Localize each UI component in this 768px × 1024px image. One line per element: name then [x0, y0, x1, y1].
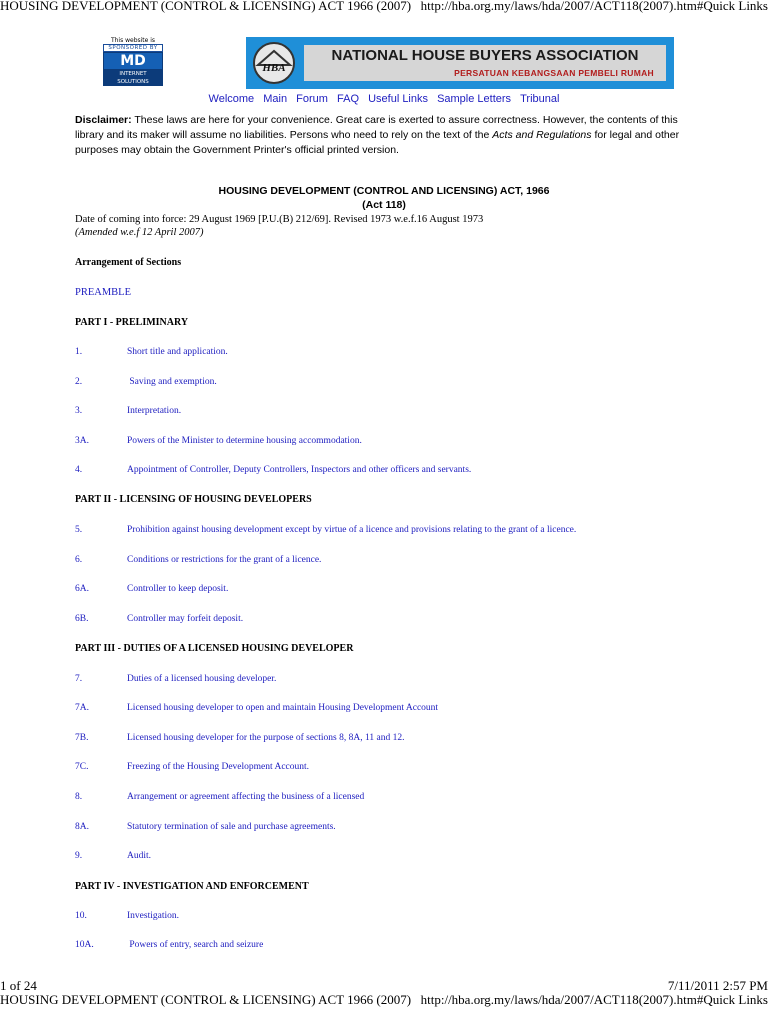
section-title: Freezing of the Housing Development Account.	[127, 762, 310, 772]
print-header-url: http://hba.org.my/laws/hda/2007/ACT118(2007).htm#Quick Links	[420, 992, 768, 1007]
sponsor-badge[interactable]	[103, 37, 163, 85]
section-title: Short title and application.	[127, 347, 228, 357]
disclaimer-label: Disclaimer:	[75, 114, 132, 126]
section-link[interactable]	[75, 792, 364, 802]
section-title: Saving and exemption.	[127, 377, 217, 387]
nav-link-sample-letters[interactable]: Sample Letters	[437, 93, 512, 105]
section-link[interactable]	[75, 822, 336, 832]
md-logo: MD	[103, 52, 163, 70]
nav-link-faq[interactable]: FAQ	[337, 93, 360, 105]
section-title: Powers of the Minister to determine housing accommodation.	[127, 436, 362, 446]
nav-link-useful-links[interactable]: Useful Links	[368, 93, 428, 105]
section-link[interactable]	[75, 940, 263, 950]
part-heading: PART I - PRELIMINARY	[75, 317, 189, 328]
section-number: 3.	[75, 406, 83, 416]
print-header-title: HOUSING DEVELOPMENT (CONTROL & LICENSING) ACT 1966 (2007)	[0, 0, 412, 13]
section-number: 8A.	[75, 822, 89, 832]
nav-link-main[interactable]: Main	[263, 93, 288, 105]
act-amended: (Amended w.e.f 12 April 2007)	[75, 227, 204, 238]
disclaimer-text-2: for legal and other purposes may obtain the Government Printer's official printed version.	[75, 129, 680, 156]
section-title: Controller to keep deposit.	[127, 584, 229, 594]
print-header-url: http://hba.org.my/laws/hda/2007/ACT118(2007).htm#Quick Links	[420, 0, 768, 13]
nav-link-tribunal[interactable]: Tribunal	[520, 93, 560, 105]
section-link[interactable]	[75, 436, 362, 446]
banner-panel	[304, 45, 666, 81]
hba-logo-text: HBA	[262, 62, 286, 74]
section-title: Conditions or restrictions for the grant of a licence.	[127, 555, 322, 565]
section-title: Arrangement or agreement affecting the business of a licensed	[127, 792, 365, 802]
hba-banner[interactable]	[246, 37, 674, 89]
part-heading: PART II - LICENSING OF HOUSING DEVELOPERS	[75, 494, 312, 505]
part-heading: PART IV - INVESTIGATION AND ENFORCEMENT	[75, 881, 309, 892]
section-link[interactable]	[75, 406, 181, 416]
section-link[interactable]	[75, 377, 217, 387]
act-title-block	[0, 184, 768, 212]
part-heading: PART III - DUTIES OF A LICENSED HOUSING DEVELOPER	[75, 643, 354, 654]
banner-subtitle: PERSATUAN KEBANGSAAN PEMBELI RUMAH	[454, 68, 654, 78]
act-number: (Act 118)	[362, 199, 406, 211]
section-number: 10.	[75, 911, 87, 921]
section-number: 9.	[75, 851, 83, 861]
banner-title: NATIONAL HOUSE BUYERS ASSOCIATION	[331, 47, 639, 64]
section-link[interactable]	[75, 555, 321, 565]
section-link[interactable]	[75, 762, 309, 772]
sponsor-sponsored-by: SPONSORED BY	[103, 44, 163, 52]
disclaimer-text-1: These laws are here for your convenience. Great care is exerted to assure correctness. However, the contents of this library and its maker will assume no liabilities. Persons who need to rely on the text of the	[75, 114, 678, 141]
hba-logo-icon	[250, 41, 298, 85]
section-number: 8.	[75, 792, 83, 802]
section-link[interactable]	[75, 525, 576, 535]
sponsor-caption: This website is	[110, 37, 156, 44]
section-number: 7C.	[75, 762, 89, 772]
section-link[interactable]	[75, 674, 276, 684]
main-nav	[0, 93, 768, 105]
section-title: Audit.	[127, 851, 152, 861]
act-date-line: Date of coming into force: 29 August 1969 [P.U.(B) 212/69]. Revised 1973 w.e.f.16 August 1973	[75, 214, 484, 225]
sponsor-company: INTERNET SOLUTIONS	[103, 70, 163, 86]
section-number: 3A.	[75, 436, 89, 446]
section-number: 1.	[75, 347, 83, 357]
section-number: 6A.	[75, 584, 89, 594]
section-number: 10A.	[75, 940, 94, 950]
section-link[interactable]	[75, 584, 228, 594]
section-link[interactable]	[75, 851, 151, 861]
section-number: 7A.	[75, 703, 89, 713]
section-title: Appointment of Controller, Deputy Controllers, Inspectors and other officers and servants.	[127, 465, 472, 475]
section-number: 6.	[75, 555, 83, 565]
preamble-link[interactable]: PREAMBLE	[75, 287, 132, 298]
section-number: 7B.	[75, 733, 89, 743]
section-number: 4.	[75, 465, 83, 475]
section-title: Investigation.	[127, 911, 179, 921]
section-link[interactable]	[75, 465, 471, 475]
nav-link-welcome[interactable]: Welcome	[208, 93, 255, 105]
arrangement-heading: Arrangement of Sections	[75, 257, 182, 268]
print-header	[0, 0, 768, 14]
section-number: 2.	[75, 377, 83, 387]
section-link[interactable]	[75, 733, 404, 743]
section-title: Duties of a licensed housing developer.	[127, 674, 277, 684]
section-title: Interpretation.	[127, 406, 182, 416]
section-number: 7.	[75, 674, 83, 684]
section-title: Licensed housing developer for the purpose of sections 8, 8A, 11 and 12.	[127, 733, 405, 743]
section-title: Powers of entry, search and seizure	[127, 940, 264, 950]
section-link[interactable]	[75, 911, 179, 921]
section-title: Statutory termination of sale and purchase agreements.	[127, 822, 336, 832]
section-number: 5.	[75, 525, 83, 535]
print-header-page2	[0, 992, 768, 1008]
print-datetime: 7/11/2011 2:57 PM	[667, 978, 768, 993]
section-title: Controller may forfeit deposit.	[127, 614, 244, 624]
nav-link-forum[interactable]: Forum	[296, 93, 328, 105]
section-title: Licensed housing developer to open and maintain Housing Development Account	[127, 703, 439, 713]
section-link[interactable]	[75, 347, 228, 357]
act-title: HOUSING DEVELOPMENT (CONTROL AND LICENSING) ACT, 1966	[218, 185, 550, 197]
page-count: 1 of 24	[0, 978, 37, 993]
section-link[interactable]	[75, 614, 243, 624]
print-header-title: HOUSING DEVELOPMENT (CONTROL & LICENSING) ACT 1966 (2007)	[0, 992, 412, 1007]
act-dates	[75, 213, 483, 239]
section-link[interactable]	[75, 703, 438, 713]
section-title: Prohibition against housing development except by virtue of a licence and provisions relating to the grant of a licence.	[127, 525, 577, 535]
disclaimer-italic: Acts and Regulations	[492, 129, 592, 141]
section-number: 6B.	[75, 614, 89, 624]
disclaimer	[75, 113, 693, 158]
